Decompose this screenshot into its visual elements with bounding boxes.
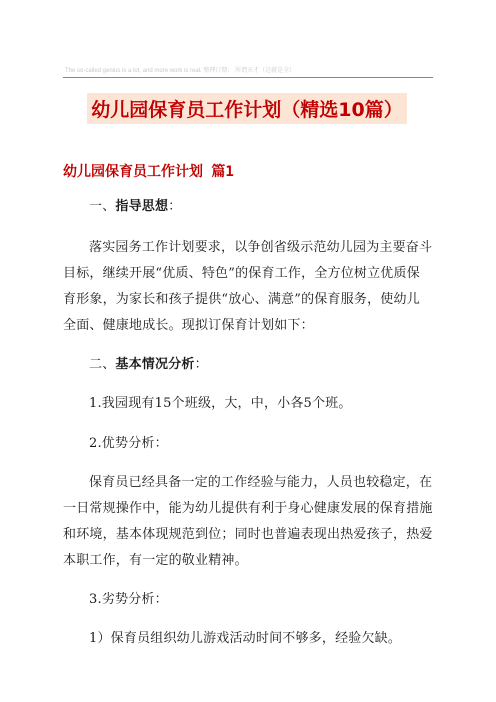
list-item: 2.优势分析： — [89, 436, 168, 451]
paragraph-line: 育形象，为家长和孩子提供“放心、满意”的保育服务，使幼儿 — [63, 292, 420, 307]
heading-basic-analysis — [89, 353, 461, 372]
paragraph-line: 一日常规操作中，能为幼儿提供有利于身心健康发展的保育措施 — [63, 501, 433, 516]
list-item: 1.我园现有15个班级，大，中，小各5个班。 — [89, 396, 352, 411]
title-banner — [87, 93, 407, 124]
heading-guiding-ideology — [89, 195, 461, 214]
heading-colon: ： — [168, 199, 182, 214]
paragraph-line: 目标，继续开展“优质、特色”的保育工作，全方位树立优质保 — [63, 266, 420, 281]
paragraph-line: 保育员已经具备一定的工作经验与能力，人员也较稳定，在 — [89, 475, 433, 490]
paragraph-line: 本职工作，有一定的敬业精神。 — [63, 553, 248, 568]
header-rule — [63, 77, 433, 78]
list-item: 1）保育员组织幼儿游戏活动时间不够多，经验欠缺。 — [89, 631, 402, 646]
heading-text: 基本情况分析 — [115, 357, 195, 372]
paragraph-line: 全面、健康地成长。现拟订保育计划如下： — [63, 318, 314, 333]
paragraph-line: 和环境，基本体现规范到位；同时也普遍表现出热爱孩子，热爱 — [63, 527, 433, 542]
heading-number: 二、 — [89, 357, 116, 372]
header-watermark: The so-called genius is a lot, and more work is real. 整理日期： 所谓天才（这就是全） — [65, 68, 296, 74]
paragraph-line: 落实园务工作计划要求，以争创省级示范幼儿园为主要奋斗 — [89, 240, 433, 255]
heading-number: 一、 — [89, 199, 116, 214]
heading-text: 指导思想 — [115, 199, 169, 214]
list-item: 3.劣势分析： — [89, 592, 168, 607]
document-title: 幼儿园保育员工作计划（精选10篇） — [91, 99, 403, 121]
section-heading: 幼儿园保育员工作计划 篇1 — [63, 164, 234, 180]
heading-colon: ： — [194, 357, 208, 372]
